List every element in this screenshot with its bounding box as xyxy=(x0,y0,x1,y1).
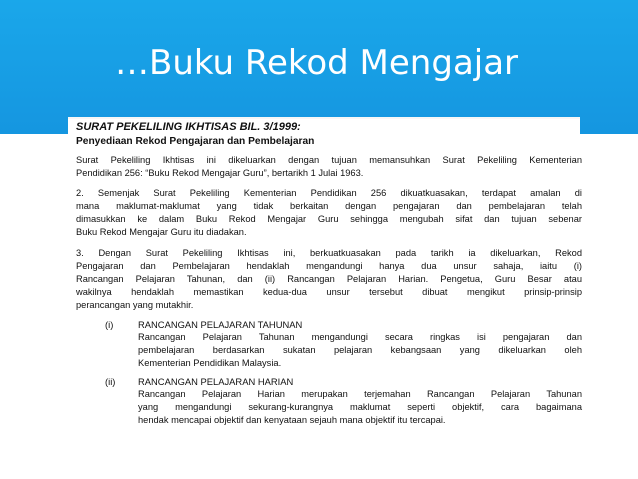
paragraph-2-line-2: mana maklumat-maklumat yang tidak berkaitan dengan pengajaran dan pembelajaran telah xyxy=(76,201,582,211)
item-2-label: (ii) xyxy=(105,376,116,387)
document-subheading: Penyediaan Rekod Pengajaran dan Pembelajaran xyxy=(76,136,315,147)
item-1-line-3: Kementerian Pendidikan Malaysia. xyxy=(138,358,282,368)
paragraph-2-line-1: 2. Semenjak Surat Pekeliling Kementerian Pendidikan 256 dikuatkuasakan, terdapat amalan di xyxy=(76,188,582,198)
item-2-line-2: yang mengandungi sekurang-kurangnya maklumat seperti objektif, cara bagaimana xyxy=(138,402,582,412)
item-1-line-1: Rancangan Pelajaran Tahunan mengandungi secara ringkas isi pengajaran dan xyxy=(138,332,582,342)
item-1-label: (i) xyxy=(105,319,114,330)
slide-header-band xyxy=(0,0,638,134)
paragraph-1-line-2: Pendidikan 256: “Buku Rekod Mengajar Guru”, bertarikh 1 Julai 1963. xyxy=(76,168,364,178)
paragraph-3-line-4: wakilnya hendaklah memastikan kedua-dua unsur tersebut dibuat mengikut prinsip-prinsip xyxy=(76,287,582,297)
paragraph-3-line-5: perancangan yang mutakhir. xyxy=(76,300,194,310)
circular-document xyxy=(68,117,582,425)
paragraph-3-line-1: 3. Dengan Surat Pekeliling Ikhtisas ini, berkuatkuasakan pada tarikh ia dikeluarkan, Rekod xyxy=(76,248,582,258)
paragraph-2-line-4: Buku Rekod Mengajar Guru itu diadakan. xyxy=(76,227,247,237)
document-heading: SURAT PEKELILING IKHTISAS BIL. 3/1999: xyxy=(76,121,301,133)
paragraph-1-line-1: Surat Pekeliling Ikhtisas ini dikeluarkan dengan tujuan memansuhkan Surat Pekeliling Kementerian xyxy=(76,155,582,165)
slide-title: …Buku Rekod Mengajar xyxy=(115,43,519,83)
paragraph-2-line-3: dimasukkan ke dalam Buku Rekod Mengajar Guru sehingga mengubah sifat dan tujuan sebenar xyxy=(76,214,582,224)
paragraph-3-line-3: Rancangan Pelajaran Tahunan, dan (ii) Rancangan Pelajaran Harian. Pengetua, Guru Besar atau xyxy=(76,274,582,284)
item-2-title: RANCANGAN PELAJARAN HARIAN xyxy=(138,376,294,387)
paragraph-3-line-2: Pengajaran dan Pembelajaran hendaklah mengandungi hanya dua unsur sahaja, iaitu (i) xyxy=(76,261,582,271)
item-1-title: RANCANGAN PELAJARAN TAHUNAN xyxy=(138,319,303,330)
item-1-line-2: pembelajaran berdasarkan sukatan pelajaran kebangsaan yang dikeluarkan oleh xyxy=(138,345,582,355)
item-2-line-3: hendak mencapai objektif dan kenyataan sejauh mana objektif itu tercapai. xyxy=(138,415,446,425)
item-2-line-1: Rancangan Pelajaran Harian merupakan terjemahan Rancangan Pelajaran Tahunan xyxy=(138,389,582,399)
